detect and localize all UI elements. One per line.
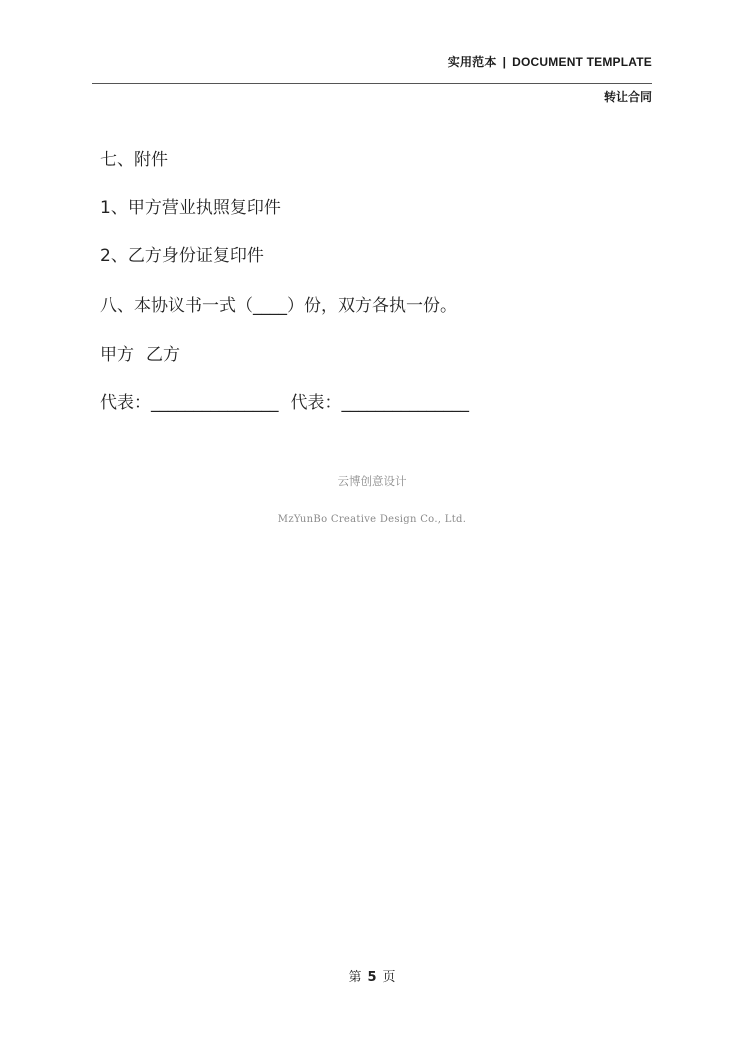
header-title-cn: 实用范本	[447, 55, 497, 69]
header-title	[448, 53, 652, 70]
page-number-suffix: 页	[382, 970, 396, 985]
party-b-label: 乙方	[146, 345, 180, 365]
header-title-en: DOCUMENT TEMPLATE	[512, 55, 652, 69]
company-name-cn: 云博创意设计	[337, 474, 407, 488]
page-number	[0, 966, 744, 985]
attachment-item-2: 2、乙方身份证复印件	[100, 246, 264, 266]
page-number-value: 5	[367, 970, 377, 985]
party-b-representative: 代表：_______________	[290, 393, 469, 413]
party-labels	[100, 340, 180, 365]
company-name-en: MzYunBo Creative Design Co., Ltd.	[277, 514, 467, 525]
section-attachments-heading: 七、附件	[100, 150, 168, 170]
page-number-prefix: 第	[348, 970, 362, 985]
section-copies-clause: 八、本协议书一式（____）份，双方各执一份。	[100, 296, 457, 316]
party-a-representative: 代表：_______________	[100, 393, 279, 413]
attachment-item-1: 1、甲方营业执照复印件	[100, 198, 281, 218]
representative-lines	[100, 388, 469, 413]
header-separator: |	[502, 55, 507, 69]
header-subtitle: 转让合同	[603, 90, 652, 104]
header-divider	[92, 83, 652, 84]
party-a-label: 甲方	[100, 345, 134, 365]
